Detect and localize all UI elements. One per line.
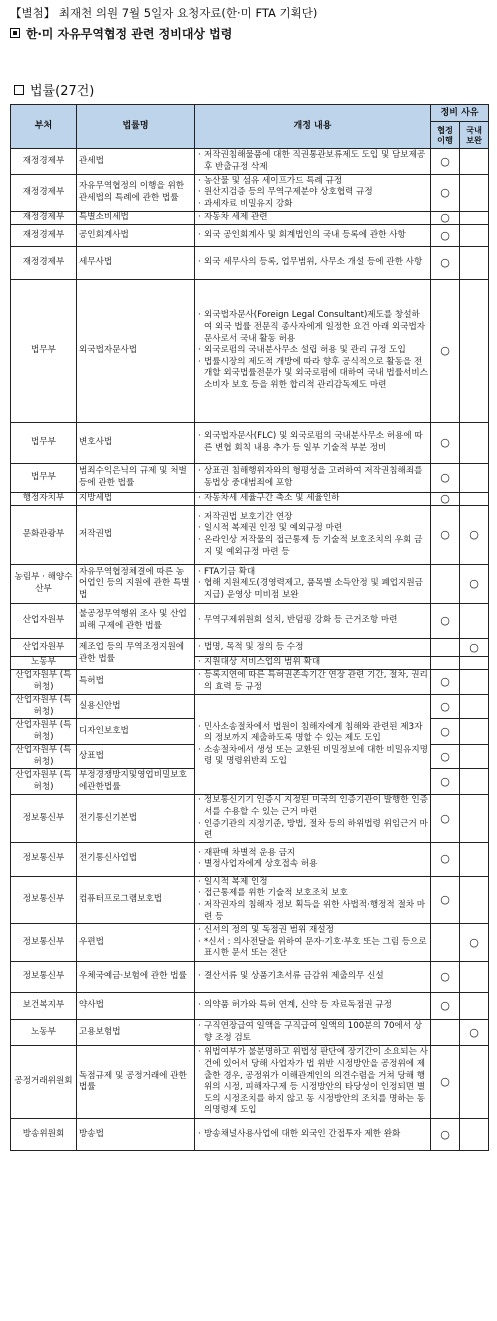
revision-item: · 방송채널사용사업에 대한 외국인 간접투자 제한 완화 bbox=[197, 1129, 428, 1141]
table-row bbox=[11, 795, 489, 842]
revision-item: · 재판매 차별적 운용 금지 bbox=[197, 848, 428, 860]
domestic-mark-cell bbox=[460, 225, 489, 247]
revision-content-cell bbox=[195, 175, 431, 212]
law-name-cell: 우체국예금·보험에 관한 법률 bbox=[77, 962, 195, 993]
circle-mark: ○ bbox=[440, 1075, 450, 1089]
domestic-mark-cell bbox=[460, 493, 489, 506]
agreement-mark-cell bbox=[431, 604, 460, 639]
table-row bbox=[11, 993, 489, 1020]
revision-item: · 자동차세 세율구간 축소 및 세율인하 bbox=[197, 493, 428, 505]
law-name-cell: 지방세법 bbox=[77, 493, 195, 506]
ministry-cell: 문화관광부 bbox=[11, 506, 77, 565]
table-row bbox=[11, 1119, 489, 1151]
ministry-cell: 행정자치부 bbox=[11, 493, 77, 506]
circle-mark: ○ bbox=[440, 775, 450, 789]
ministry-cell: 공정거래위원회 bbox=[11, 1046, 77, 1119]
revision-content-cell bbox=[195, 795, 431, 842]
revision-list bbox=[197, 431, 428, 454]
revision-item: · 외국 세무사의 등록, 업무범위, 사무소 개설 등에 관한 사항 bbox=[197, 257, 428, 269]
domestic-mark-cell bbox=[460, 842, 489, 876]
circle-mark: ○ bbox=[440, 256, 450, 270]
domestic-mark-cell bbox=[460, 924, 489, 962]
domestic-mark-cell bbox=[460, 670, 489, 695]
revision-item: · 지원대상 서비스업의 범위 확대 bbox=[197, 657, 428, 669]
agreement-mark-cell bbox=[431, 225, 460, 247]
law-name-cell: 고용보험법 bbox=[77, 1020, 195, 1046]
attachment-title: 【별첨】 최재천 의원 7월 5일자 요청자료(한‧미 FTA 기획단) bbox=[10, 6, 318, 20]
domestic-mark-cell bbox=[460, 876, 489, 923]
revision-list bbox=[197, 176, 428, 211]
circle-mark: ○ bbox=[440, 436, 450, 450]
circle-mark: ○ bbox=[440, 528, 450, 542]
revision-list bbox=[197, 848, 428, 871]
revision-content-cell bbox=[195, 962, 431, 993]
table-row bbox=[11, 464, 489, 493]
revision-item: · 구직연장급여 일액을 구직급여 일액의 100분의 70에서 상향 조정 검토 bbox=[197, 1021, 428, 1044]
domestic-mark-cell bbox=[460, 769, 489, 795]
revision-content-cell bbox=[195, 639, 431, 657]
domestic-mark-cell bbox=[460, 464, 489, 493]
revision-list bbox=[197, 212, 428, 224]
revision-item: · 일시적 복제권 인정 및 예외규정 마련 bbox=[197, 523, 428, 535]
agreement-mark-cell bbox=[431, 639, 460, 657]
ministry-cell: 정보통신부 bbox=[11, 876, 77, 923]
revision-list bbox=[197, 877, 428, 923]
agreement-mark-cell bbox=[431, 565, 460, 604]
domestic-mark-cell bbox=[460, 719, 489, 745]
agreement-mark-cell bbox=[431, 493, 460, 506]
table-row bbox=[11, 1046, 489, 1119]
revision-content-cell bbox=[195, 149, 431, 175]
circle-mark: ○ bbox=[440, 614, 450, 628]
ministry-cell: 정보통신부 bbox=[11, 924, 77, 962]
revision-item: · 자동차 세제 관련 bbox=[197, 212, 428, 224]
table-row bbox=[11, 247, 489, 280]
revision-list bbox=[197, 925, 428, 960]
revision-item: · 인증기관의 지정기준, 방법, 절차 등의 하위법령 위임근거 마련 bbox=[197, 819, 428, 842]
circle-mark: ○ bbox=[440, 811, 450, 825]
revision-item: · 일시적 복제 인정 bbox=[197, 877, 428, 889]
revision-content-cell bbox=[195, 225, 431, 247]
ministry-cell: 노동부 bbox=[11, 657, 77, 670]
law-name-cell: 관세법 bbox=[77, 149, 195, 175]
revision-item: · 결산서류 및 상품기초서류 금감위 제출의무 신설 bbox=[197, 971, 428, 983]
domestic-mark-cell bbox=[460, 247, 489, 280]
revision-list bbox=[197, 310, 428, 391]
revision-item: · 과세자료 비밀유지 강화 bbox=[197, 199, 428, 211]
ministry-cell: 산업자원부 (특허청) bbox=[11, 670, 77, 695]
revision-list bbox=[197, 670, 428, 693]
header-agreement: 협정 이행 bbox=[431, 122, 460, 149]
revision-item: · 별정사업자에게 상호접속 허용 bbox=[197, 859, 428, 871]
revision-content-cell bbox=[195, 423, 431, 464]
law-name-cell: 저작권법 bbox=[77, 506, 195, 565]
revision-item: · 외국법자문사(Foreign Legal Consultant)제도를 창설하여 외국 법률 전문직 종사자에게 일정한 요건 아래 외국법자문사로서 국내 활동 허용 bbox=[197, 310, 428, 345]
domestic-mark-cell bbox=[460, 565, 489, 604]
filled-square-icon bbox=[10, 28, 20, 38]
law-name-cell: 실용신안법 bbox=[77, 695, 195, 719]
agreement-mark-cell bbox=[431, 962, 460, 993]
revision-list bbox=[197, 150, 428, 173]
revision-item: · 등록지연에 따른 특허권존속기간 연장 관련 기간, 절차, 권리의 효력 등 규정 bbox=[197, 670, 428, 693]
circle-mark: ○ bbox=[440, 970, 450, 984]
revision-item: · 외국 공인회계사 및 회계법인의 국내 등록에 관한 사항 bbox=[197, 230, 428, 242]
law-name-cell: 제조업 등의 무역조정지원에 관한 법률 bbox=[77, 639, 195, 670]
revision-item: · 법명, 목적 및 정의 등 수정 bbox=[197, 642, 428, 654]
revision-list bbox=[197, 1047, 428, 1117]
ministry-cell: 산업자원부 (특허청) bbox=[11, 695, 77, 719]
revision-content-cell bbox=[195, 493, 431, 506]
domestic-mark-cell bbox=[460, 657, 489, 670]
table-row bbox=[11, 670, 489, 695]
table-row bbox=[11, 212, 489, 225]
revision-item: · 외국법자문사(FLC) 및 외국로펌의 국내분사무소 허용에 따른 변협 회칙 내용 추가 등 일부 기술적 부분 정비 bbox=[197, 431, 428, 454]
law-name-cell: 변호사법 bbox=[77, 423, 195, 464]
circle-mark: ○ bbox=[440, 228, 450, 242]
agreement-mark-cell bbox=[431, 1020, 460, 1046]
document-title bbox=[10, 26, 490, 42]
law-name-cell: 특허법 bbox=[77, 670, 195, 695]
revision-content-cell bbox=[195, 280, 431, 423]
revision-item: · 위법여부가 불분명하고 위법성 판단에 장기간이 소요되는 사건에 있어서 당해 사업자가 법 위반 시정방안을 공정위에 제출한 경우, 공정위가 이해관계인의 의견수렴을 거쳐 당해 행위의 시정, 피해자구제 등 시정방안의 타당성이 인정되면 별도의 시정조치를 하지 않고 동 시정방안의 조치를 명하는 동의명령제 도입 bbox=[197, 1047, 428, 1117]
table-row bbox=[11, 175, 489, 212]
circle-mark: ○ bbox=[440, 852, 450, 866]
ministry-cell: 산업자원부 (특허청) bbox=[11, 769, 77, 795]
revision-item: · FTA기금 확대 bbox=[197, 567, 428, 579]
revision-item: · 상표권 침해행위자와의 형평성을 고려하여 저작권침해죄를 동법상 중대범죄에 포함 bbox=[197, 466, 428, 489]
circle-mark: ○ bbox=[440, 999, 450, 1013]
domestic-mark-cell bbox=[460, 1020, 489, 1046]
revision-item: · 무역구제위원회 설치, 반덤핑 강화 등 근거조항 마련 bbox=[197, 615, 428, 627]
revision-list bbox=[197, 795, 428, 841]
revision-content-cell bbox=[195, 993, 431, 1020]
ministry-cell: 정보통신부 bbox=[11, 795, 77, 842]
revision-list bbox=[197, 257, 428, 269]
revision-list bbox=[197, 466, 428, 489]
revision-list bbox=[197, 230, 428, 242]
table-row bbox=[11, 842, 489, 876]
domestic-mark-cell bbox=[460, 280, 489, 423]
revision-item: · 저작권자의 침해자 정보 획득을 위한 사법적·행정적 절차 마련 등 bbox=[197, 900, 428, 923]
agreement-mark-cell bbox=[431, 175, 460, 212]
revision-item: · 외국로펌의 국내분사무소 설립 허용 및 관리 규정 도입 bbox=[197, 345, 428, 357]
ministry-cell: 농림부 · 해양수산부 bbox=[11, 565, 77, 604]
law-name-cell: 컴퓨터프로그램보호법 bbox=[77, 876, 195, 923]
agreement-mark-cell bbox=[431, 924, 460, 962]
revision-list bbox=[197, 567, 428, 602]
revision-content-cell bbox=[195, 464, 431, 493]
revision-content-cell bbox=[195, 842, 431, 876]
table-row bbox=[11, 423, 489, 464]
ministry-cell: 재정경제부 bbox=[11, 247, 77, 280]
empty-square-icon bbox=[14, 85, 24, 95]
ministry-cell: 노동부 bbox=[11, 1020, 77, 1046]
table-row bbox=[11, 924, 489, 962]
law-name-cell: 전기통신사업법 bbox=[77, 842, 195, 876]
table-body bbox=[11, 149, 489, 1151]
agreement-mark-cell bbox=[431, 657, 460, 670]
ministry-cell: 정보통신부 bbox=[11, 962, 77, 993]
revision-list bbox=[197, 493, 428, 505]
table-row bbox=[11, 280, 489, 423]
circle-mark: ○ bbox=[440, 186, 450, 200]
section-heading bbox=[14, 84, 94, 100]
table-row bbox=[11, 876, 489, 923]
domestic-mark-cell bbox=[460, 212, 489, 225]
revision-content-cell bbox=[195, 604, 431, 639]
agreement-mark-cell bbox=[431, 1046, 460, 1119]
domestic-mark-cell bbox=[460, 639, 489, 657]
revision-item: · 온라인상 저작물의 접근통제 등 기술적 보호조치의 우회 금지 및 예외규정 마련 등 bbox=[197, 535, 428, 558]
revision-list bbox=[197, 615, 428, 627]
revision-content-cell bbox=[195, 657, 431, 670]
law-name-cell: 상표법 bbox=[77, 745, 195, 769]
agreement-mark-cell bbox=[431, 506, 460, 565]
header-law: 법률명 bbox=[77, 105, 195, 149]
agreement-mark-cell bbox=[431, 993, 460, 1020]
domestic-mark-cell bbox=[460, 962, 489, 993]
circle-mark: ○ bbox=[440, 749, 450, 763]
circle-mark: ○ bbox=[469, 577, 479, 591]
revision-list bbox=[197, 642, 428, 654]
law-name-cell: 불공정무역행위 조사 및 산업피해 구제에 관한 법률 bbox=[77, 604, 195, 639]
revision-item: · 저작권침해물품에 대한 직권통관보류제도 도입 및 담보제공 후 반출규정 삭제 bbox=[197, 150, 428, 173]
law-name-cell: 방송법 bbox=[77, 1119, 195, 1151]
circle-mark: ○ bbox=[440, 699, 450, 713]
circle-mark: ○ bbox=[440, 893, 450, 907]
circle-mark: ○ bbox=[440, 344, 450, 358]
table-row bbox=[11, 962, 489, 993]
header-domestic: 국내 보완 bbox=[460, 122, 489, 149]
domestic-mark-cell bbox=[460, 1119, 489, 1151]
law-name-cell: 약사법 bbox=[77, 993, 195, 1020]
ministry-cell: 재정경제부 bbox=[11, 175, 77, 212]
circle-mark: ○ bbox=[440, 1127, 450, 1141]
revision-content-cell bbox=[195, 212, 431, 225]
revision-content-cell bbox=[195, 876, 431, 923]
revision-content-cell bbox=[195, 695, 431, 795]
revision-item: · 협해 지원제도(경영력제고, 품목별 소득안정 및 폐업지원금 지급) 운영상 미비점 보완 bbox=[197, 578, 428, 601]
revision-list bbox=[197, 512, 428, 558]
table-row bbox=[11, 604, 489, 639]
revision-item: · 법률시장의 제도적 개방에 따라 향후 공식적으로 활동을 전개할 외국법률전문가 및 외국로펌에 대하여 국내 법률서비스 소비자 보호 등을 위한 합리적 관리감독제도 마련 bbox=[197, 357, 428, 392]
domestic-mark-cell bbox=[460, 149, 489, 175]
header-ministry: 부처 bbox=[11, 105, 77, 149]
circle-mark: ○ bbox=[440, 724, 450, 738]
revision-item: · 원산지검증 등의 무역구제분야 상호협력 규정 bbox=[197, 187, 428, 199]
table-row bbox=[11, 639, 489, 657]
revision-item: · *신서 : 의사전달을 위하여 문자·기호·부호 또는 그림 등으로 표시한 문서 또는 전단 bbox=[197, 937, 428, 960]
agreement-mark-cell bbox=[431, 795, 460, 842]
ministry-cell: 산업자원부 bbox=[11, 639, 77, 657]
law-revision-table bbox=[10, 104, 489, 1151]
revision-content-cell bbox=[195, 1020, 431, 1046]
domestic-mark-cell bbox=[460, 506, 489, 565]
revision-item: · 접근통제를 위한 기술적 보호조치 보호 bbox=[197, 888, 428, 900]
law-name-cell: 범죄수익은닉의 규제 및 처벌 등에 관한 법률 bbox=[77, 464, 195, 493]
agreement-mark-cell bbox=[431, 1119, 460, 1151]
revision-content-cell bbox=[195, 1119, 431, 1151]
agreement-mark-cell bbox=[431, 842, 460, 876]
law-name-cell: 자유무역협정의 이행을 위한 관세법의 특례에 관한 법률 bbox=[77, 175, 195, 212]
ministry-cell: 재정경제부 bbox=[11, 149, 77, 175]
revision-list bbox=[197, 657, 428, 669]
law-name-cell: 특별소비세법 bbox=[77, 212, 195, 225]
table-row bbox=[11, 565, 489, 604]
table-row bbox=[11, 506, 489, 565]
law-name-cell: 독점규제 및 공정거래에 관한 법률 bbox=[77, 1046, 195, 1119]
ministry-cell: 법무부 bbox=[11, 423, 77, 464]
revision-content-cell bbox=[195, 1046, 431, 1119]
ministry-cell: 법무부 bbox=[11, 280, 77, 423]
circle-mark: ○ bbox=[469, 935, 479, 949]
revision-item: · 저작권법 보호기간 연장 bbox=[197, 512, 428, 524]
ministry-cell: 산업자원부 bbox=[11, 604, 77, 639]
table-row bbox=[11, 1020, 489, 1046]
revision-list bbox=[197, 1021, 428, 1044]
ministry-cell: 정보통신부 bbox=[11, 842, 77, 876]
revision-list bbox=[197, 1129, 428, 1141]
revision-content-cell bbox=[195, 506, 431, 565]
agreement-mark-cell bbox=[431, 670, 460, 695]
ministry-cell: 재정경제부 bbox=[11, 225, 77, 247]
revision-item: · 민사소송절차에서 법원이 침해자에게 침해와 관련된 제3자의 정보까지 제출하도록 명할 수 있는 제도 도입 bbox=[197, 722, 428, 745]
agreement-mark-cell bbox=[431, 212, 460, 225]
table-row bbox=[11, 225, 489, 247]
ministry-cell: 법무부 bbox=[11, 464, 77, 493]
ministry-cell: 재정경제부 bbox=[11, 212, 77, 225]
ministry-cell: 산업자원부 (특허청) bbox=[11, 719, 77, 745]
table-row bbox=[11, 695, 489, 719]
ministry-cell: 보건복지부 bbox=[11, 993, 77, 1020]
domestic-mark-cell bbox=[460, 423, 489, 464]
agreement-mark-cell bbox=[431, 695, 460, 719]
circle-mark: ○ bbox=[440, 675, 450, 689]
header-content: 개정 내용 bbox=[195, 105, 431, 149]
ministry-cell: 산업자원부 (특허청) bbox=[11, 745, 77, 769]
agreement-mark-cell bbox=[431, 280, 460, 423]
law-name-cell: 디자인보호법 bbox=[77, 719, 195, 745]
law-name-cell: 부정경쟁방지및영업비밀보호에관한법률 bbox=[77, 769, 195, 795]
domestic-mark-cell bbox=[460, 695, 489, 719]
domestic-mark-cell bbox=[460, 604, 489, 639]
circle-mark: ○ bbox=[469, 528, 479, 542]
ministry-cell: 방송위원회 bbox=[11, 1119, 77, 1151]
revision-list bbox=[197, 971, 428, 983]
table-row bbox=[11, 149, 489, 175]
revision-item: · 신서의 정의 및 독점권 범위 재설정 bbox=[197, 925, 428, 937]
circle-mark: ○ bbox=[469, 1025, 479, 1039]
revision-item: · 의약품 허가와 특허 연계, 신약 등 자료독점권 규정 bbox=[197, 1000, 428, 1012]
law-name-cell: 세무사법 bbox=[77, 247, 195, 280]
revision-content-cell bbox=[195, 670, 431, 695]
circle-mark: ○ bbox=[440, 471, 450, 485]
agreement-mark-cell bbox=[431, 423, 460, 464]
agreement-mark-cell bbox=[431, 149, 460, 175]
revision-list bbox=[197, 1000, 428, 1012]
domestic-mark-cell bbox=[460, 745, 489, 769]
revision-list bbox=[197, 722, 428, 768]
revision-item: · 농산물 및 섬유 세이프가드 특례 규정 bbox=[197, 176, 428, 188]
law-name-cell: 우편법 bbox=[77, 924, 195, 962]
circle-mark: ○ bbox=[440, 211, 450, 225]
revision-content-cell bbox=[195, 565, 431, 604]
agreement-mark-cell bbox=[431, 769, 460, 795]
document-title-text: 한‧미 자유무역협정 관련 정비대상 법령 bbox=[26, 27, 233, 41]
circle-mark: ○ bbox=[440, 154, 450, 168]
law-name-cell: 전기통신기본법 bbox=[77, 795, 195, 842]
circle-mark: ○ bbox=[440, 492, 450, 506]
section-heading-text: 법률(27건) bbox=[30, 84, 95, 99]
domestic-mark-cell bbox=[460, 993, 489, 1020]
table-row bbox=[11, 493, 489, 506]
header-reason-group: 정비 사유 bbox=[431, 105, 489, 122]
domestic-mark-cell bbox=[460, 1046, 489, 1119]
agreement-mark-cell bbox=[431, 464, 460, 493]
domestic-mark-cell bbox=[460, 795, 489, 842]
agreement-mark-cell bbox=[431, 719, 460, 745]
revision-content-cell bbox=[195, 924, 431, 962]
circle-mark: ○ bbox=[469, 640, 479, 654]
domestic-mark-cell bbox=[460, 175, 489, 212]
revision-content-cell bbox=[195, 247, 431, 280]
law-name-cell: 외국법자문사법 bbox=[77, 280, 195, 423]
agreement-mark-cell bbox=[431, 745, 460, 769]
revision-item: · 정보통신기기 인증시 지정된 미국의 인증기관이 발행한 인증서를 수용할 수 있는 근거 마련 bbox=[197, 795, 428, 818]
law-name-cell: 자유무역협정체결에 따른 농어업인 등의 지원에 관한 특별법 bbox=[77, 565, 195, 604]
revision-item: · 소송절차에서 생성 또는 교환된 비밀정보에 대한 비밀유지명령 및 명령위반죄 도입 bbox=[197, 745, 428, 768]
law-name-cell: 공인회계사법 bbox=[77, 225, 195, 247]
agreement-mark-cell bbox=[431, 247, 460, 280]
agreement-mark-cell bbox=[431, 876, 460, 923]
